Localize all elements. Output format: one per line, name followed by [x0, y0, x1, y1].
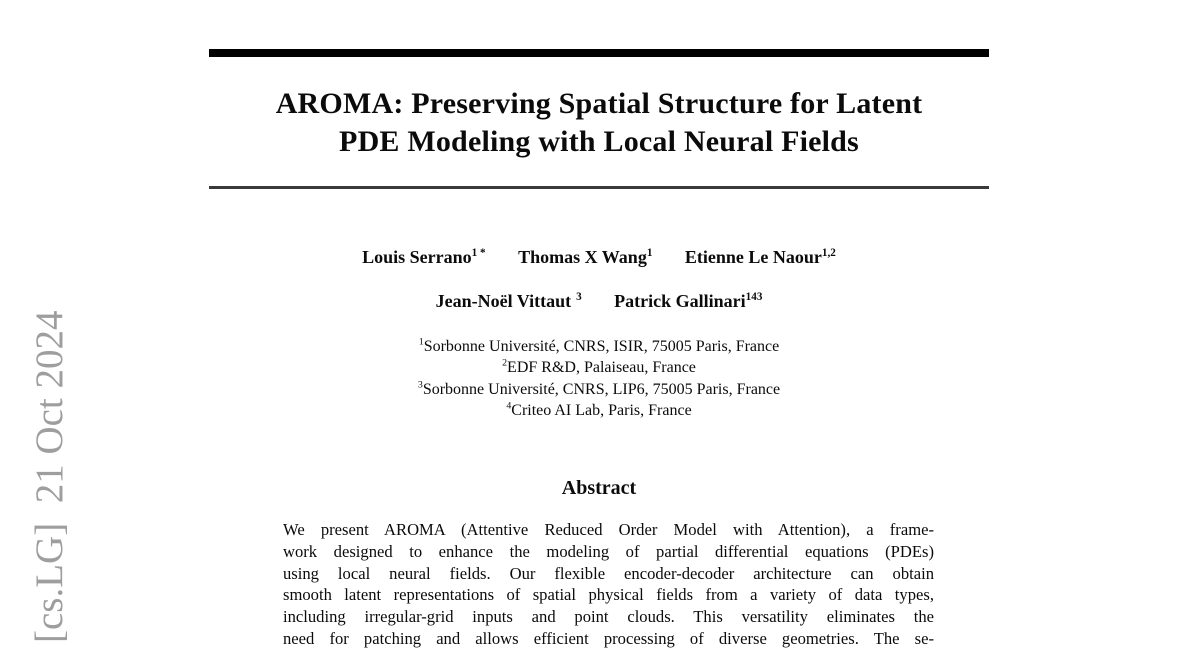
abstract-line: need for patching and allows efficient processing of diverse geometries. The se-	[283, 628, 934, 648]
author-superscript: 1 *	[471, 247, 486, 259]
paper-title-line1: AROMA: Preserving Spatial Structure for Latent	[275, 87, 923, 120]
author-name: Jean-Noël Vittaut	[435, 291, 572, 311]
author-name: Louis Serrano	[362, 247, 472, 267]
affiliation-superscript: 3	[417, 379, 423, 391]
affiliation-text: Criteo AI Lab, Paris, France	[511, 401, 692, 419]
affiliations-block	[209, 336, 989, 421]
author-name: Patrick Gallinari	[614, 291, 746, 311]
title-divider-rule	[209, 186, 989, 189]
author-patrick-gallinari	[614, 291, 762, 311]
abstract-heading: Abstract	[561, 477, 637, 499]
arxiv-watermark: [cs.LG] 21 Oct 2024	[28, 310, 71, 643]
affiliation-text: Sorbonne Université, CNRS, LIP6, 75005 Paris, France	[422, 380, 781, 398]
abstract-line: including irregular-grid inputs and point clouds. This versatility eliminates the	[283, 607, 934, 627]
affiliation-superscript: 1	[418, 336, 424, 348]
abstract-line: using local neural fields. Our flexible encoder-decoder architecture can obtain	[283, 563, 934, 583]
top-rule	[209, 49, 989, 57]
authors-row-2	[209, 290, 989, 312]
author-name: Thomas X Wang	[518, 247, 647, 267]
affiliation-line-4	[209, 400, 989, 421]
affiliation-text: EDF R&D, Palaiseau, France	[507, 359, 696, 377]
paper-title-line2: PDE Modeling with Local Neural Fields	[339, 125, 859, 158]
affiliation-line-3	[209, 379, 989, 400]
abstract-line: We present AROMA (Attentive Reduced Order Model with Attention), a frame-	[283, 520, 934, 539]
abstract-line: smooth latent representations of spatial physical fields from a variety of data types,	[283, 585, 934, 605]
affiliation-text: Sorbonne Université, CNRS, ISIR, 75005 Paris, France	[423, 338, 780, 355]
author-superscript: 1,2	[821, 247, 836, 259]
abstract-line: work designed to enhance the modeling of partial differential equations (PDEs)	[283, 541, 934, 561]
author-superscript: 143	[745, 291, 763, 303]
author-thomas-x-wang	[518, 247, 652, 267]
authors-row-1	[209, 246, 989, 268]
author-etienne-le-naour	[685, 247, 836, 267]
affiliation-superscript: 2	[502, 357, 508, 369]
author-name: Etienne Le Naour	[684, 247, 822, 267]
author-louis-serrano	[362, 247, 485, 267]
author-superscript: 3	[576, 291, 582, 303]
abstract-paragraph	[283, 519, 934, 648]
affiliation-line-2	[209, 357, 989, 378]
affiliation-line-1	[209, 336, 989, 357]
paper-title	[209, 85, 989, 161]
author-jean-noel-vittaut	[436, 291, 582, 311]
affiliation-superscript: 4	[506, 400, 512, 412]
author-superscript: 1	[646, 247, 653, 259]
